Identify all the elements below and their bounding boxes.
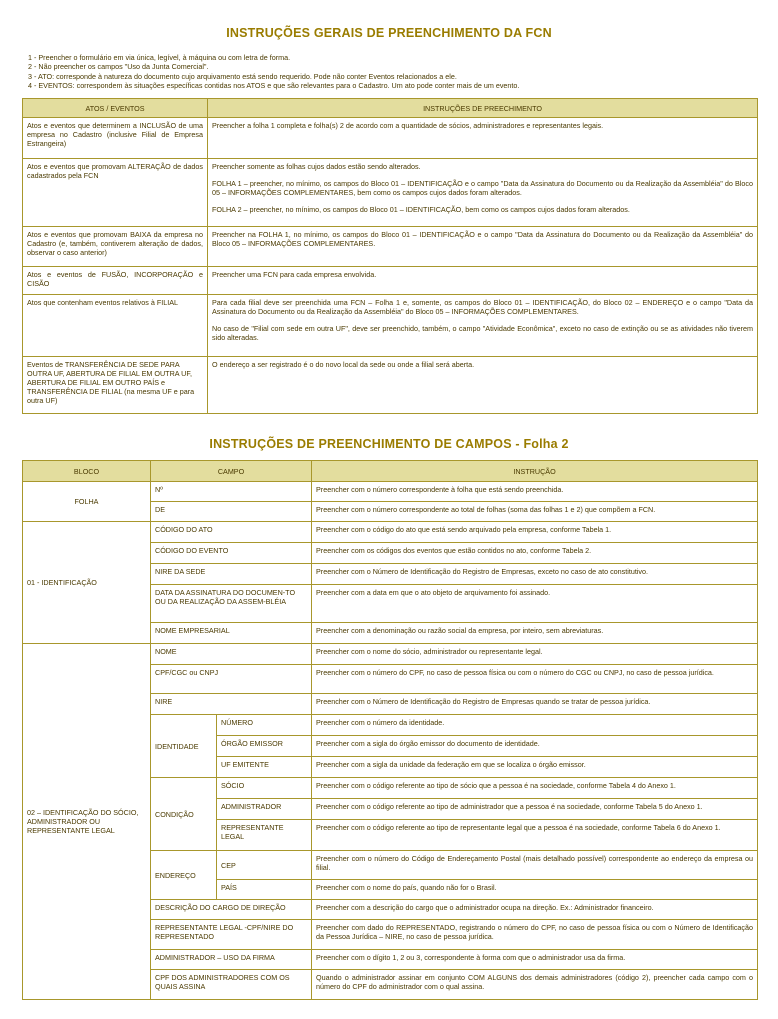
note-2: 2 - Não preencher os campos "Uso da Junta Comercial".	[28, 62, 209, 72]
instr-codigo-ato: Preencher com o código do ato que está sendo arquivado pela empresa, conforme Tabela 1.	[312, 522, 758, 543]
instr-folha-numero: Preencher com o número correspondente à folha que está sendo preenchida.	[312, 482, 758, 502]
group-identidade: IDENTIDADE	[151, 715, 217, 778]
title-fields-main: INSTRUÇÕES DE PREENCHIMENTO DE CAMPOS	[209, 437, 512, 451]
campo-nire-sede: NIRE DA SEDE	[151, 564, 312, 585]
instr-folha-de: Preencher com o número correspondente ao total de folhas (soma das folhas 1 e 2) que compõem a FCN.	[312, 502, 758, 522]
campo-representante-legal: REPRESENTANTE LEGAL	[217, 820, 312, 851]
header-instrucoes: INSTRUÇÕES DE PREECHIMENTO	[208, 99, 758, 118]
ato-baixa: Atos e eventos que promovam BAIXA da empresa no Cadastro (e, também, contiverem alteração de dados, observar o caso anterior)	[23, 227, 208, 267]
instr-identidade-numero: Preencher com o número da identidade.	[312, 715, 758, 736]
header-atos-eventos: ATOS / EVENTOS	[23, 99, 208, 118]
campo-socio: SÓCIO	[217, 778, 312, 799]
instr-fusao: Preencher uma FCN para cada empresa envolvida.	[208, 267, 758, 295]
instr-cep: Preencher com o número do Código de Endereçamento Postal (mais detalhado possível) correspondente ao endereço da empresa ou filial.	[312, 851, 758, 880]
field-instructions-table	[22, 460, 758, 1000]
instr-filial: Para cada filial deve ser preenchida uma FCN – Folha 1 e, somente, os campos do Bloco 01 – IDENTIFICAÇÃO, do Bloco 02 – ENDEREÇO e o campo "Data da Assinatura do Documento ou da Realização da Assembléia" do Bloco 05 – INFORMAÇÕES COMPLEMENTARES. No caso de "Filial com sede em outra UF", deve ser preenchido, também, o campo "Atividade Econômica", exceto no caso de extinção ou se as atividades não tiverem sido alteradas.	[208, 295, 758, 357]
instr-transferencia: O endereço a ser registrado é o do novo local da sede ou onde a filial será aberta.	[208, 357, 758, 414]
campo-folha-de: DE	[151, 502, 312, 522]
ato-fusao: Atos e eventos de FUSÃO, INCORPORAÇÃO e CISÃO	[23, 267, 208, 295]
campo-cep: CEP	[217, 851, 312, 880]
instr-alteracao: Preencher somente as folhas cujos dados estão sendo alterados. FOLHA 1 – preencher, no mínimo, os campos do Bloco 01 – IDENTIFICAÇÃO e o campo "Data da Assinatura do Documento ou da Realização da Assembléia" do Bloco 05 – INFORMAÇÕES COMPLEMENTARES, bem como os campos cujos dados foram alterados. FOLHA 2 – preencher, no mínimo, os campos do Bloco 01 – IDENTIFICAÇÃO, bem como os campos cujos dados foram alterados.	[208, 159, 758, 227]
campo-identidade-numero: NÚMERO	[217, 715, 312, 736]
group-endereco: ENDEREÇO	[151, 851, 217, 900]
group-condicao: CONDIÇÃO	[151, 778, 217, 851]
instr-pais: Preencher com o nome do país, quando não for o Brasil.	[312, 880, 758, 900]
instr-nire: Preencher com o Número de Identificação do Registro de Empresas quando se tratar de pessoa jurídica.	[312, 694, 758, 715]
campo-codigo-ato: CÓDIGO DO ATO	[151, 522, 312, 543]
campo-folha-numero: Nº	[151, 482, 312, 502]
ato-filial: Atos que contenham eventos relativos à FILIAL	[23, 295, 208, 357]
instr-inclusao: Preencher a folha 1 completa e folha(s) 2 de acordo com a quantidade de sócios, administradores e representantes legais.	[208, 118, 758, 159]
ato-alteracao: Atos e eventos que promovam ALTERAÇÃO de dados cadastrados pela FCN	[23, 159, 208, 227]
page-title-fields	[0, 437, 778, 451]
campo-data-assinatura: DATA DA ASSINATURA DO DOCUMEN-TO OU DA REALIZAÇÃO DA ASSEM-BLÉIA	[151, 585, 312, 623]
campo-cpf-cnpj: CPF/CGC ou CNPJ	[151, 665, 312, 694]
ato-inclusao: Atos e eventos que determinem a INCLUSÃO de uma empresa no Cadastro (inclusive Filial de Empresa Estrangeira)	[23, 118, 208, 159]
bloco-socio: 02 – IDENTIFICAÇÃO DO SÓCIO, ADMINISTRADOR OU REPRESENTANTE LEGAL	[23, 644, 151, 1000]
note-3: 3 - ATO: corresponde à natureza do documento cujo arquivamento está sendo requerido. Pode não conter Eventos relacionados a ele.	[28, 71, 457, 81]
instr-administrador: Preencher com o código referente ao tipo de administrador que a pessoa é na sociedade, conforme Tabela 5 do Anexo 1.	[312, 799, 758, 820]
page-title-general: INSTRUÇÕES GERAIS DE PREENCHIMENTO DA FCN	[226, 26, 552, 40]
bloco-folha: FOLHA	[23, 482, 151, 522]
instr-representante-legal: Preencher com o código referente ao tipo de representante legal que a pessoa é na sociedade, conforme Tabela 6 do Anexo 1.	[312, 820, 758, 851]
campo-nome: NOME	[151, 644, 312, 665]
campo-cpf-administradores: CPF DOS ADMINISTRADORES COM OS QUAIS ASSINA	[151, 970, 312, 1000]
header-bloco: BLOCO	[23, 461, 151, 482]
note-1: 1 - Preencher o formulário em via única, legível, à máquina ou com letra de forma.	[28, 53, 291, 62]
instr-uf-emitente: Preencher com a sigla da unidade da federação em que se localiza o órgão emissor.	[312, 757, 758, 778]
campo-nire: NIRE	[151, 694, 312, 715]
campo-administrador: ADMINISTRADOR	[217, 799, 312, 820]
campo-cargo-direcao: DESCRIÇÃO DO CARGO DE DIREÇÃO	[151, 900, 312, 920]
title-fields-sub: - Folha 2	[511, 437, 569, 451]
header-instrucao: INSTRUÇÃO	[312, 461, 758, 482]
instr-uso-firma: Preencher com o dígito 1, 2 ou 3, correspondente à forma com que o administrador usa da firma.	[312, 950, 758, 970]
instr-codigo-evento: Preencher com os códigos dos eventos que estão contidos no ato, conforme Tabela 2.	[312, 543, 758, 564]
note-4: 4 - EVENTOS: correspondem às situações específicas contidas nos ATOS e que são relevantes para o Cadastro. Um ato pode conter mais de um evento.	[28, 80, 520, 90]
campo-codigo-evento: CÓDIGO DO EVENTO	[151, 543, 312, 564]
instr-data-assinatura: Preencher com a data em que o ato objeto de arquivamento foi assinado.	[312, 585, 758, 623]
instr-nome-empresarial: Preencher com a denominação ou razão social da empresa, por inteiro, sem abreviaturas.	[312, 623, 758, 644]
campo-pais: PAÍS	[217, 880, 312, 900]
header-campo: CAMPO	[151, 461, 312, 482]
bloco-identificacao: 01 - IDENTIFICAÇÃO	[23, 522, 151, 644]
campo-uf-emitente: UF EMITENTE	[217, 757, 312, 778]
campo-nome-empresarial: NOME EMPRESARIAL	[151, 623, 312, 644]
general-instructions-table	[22, 98, 758, 414]
instr-baixa: Preencher na FOLHA 1, no mínimo, os campos do Bloco 01 – IDENTIFICAÇÃO e o campo "Data da Assinatura do Documento ou da Realização da Assembléia" do Bloco 05 – INFORMAÇÕES COMPLEMENTARES.	[208, 227, 758, 267]
instr-orgao-emissor: Preencher com a sigla do órgão emissor do documento de identidade.	[312, 736, 758, 757]
instr-cpf-administradores: Quando o administrador assinar em conjunto COM ALGUNS dos demais administradores (código 2), preencher cada campo com o número do CPF do administrador com o qual assina.	[312, 970, 758, 1000]
instr-cpf-cnpj: Preencher com o número do CPF, no caso de pessoa física ou com o número do CGC ou CNPJ, no caso de pessoa jurídica.	[312, 665, 758, 694]
campo-orgao-emissor: ÓRGÃO EMISSOR	[217, 736, 312, 757]
instr-nire-sede: Preencher com o Número de Identificação do Registro de Empresas, exceto no caso de ato constitutivo.	[312, 564, 758, 585]
campo-cpf-representado: REPRESENTANTE LEGAL -CPF/NIRE DO REPRESENTADO	[151, 920, 312, 950]
instr-cargo-direcao: Preencher com a descrição do cargo que o administrador ocupa na direção. Ex.: Administrador financeiro.	[312, 900, 758, 920]
instr-nome: Preencher com o nome do sócio, administrador ou representante legal.	[312, 644, 758, 665]
ato-transferencia: Eventos de TRANSFERÊNCIA DE SEDE PARA OUTRA UF, ABERTURA DE FILIAL EM OUTRA UF, ABERTURA DE FILIAL EM OUTRO PAÍS e TRANSFERÊNCIA DE FILIAL (na mesma UF e para outra UF)	[23, 357, 208, 414]
instr-cpf-representado: Preencher com dado do REPRESENTADO, registrando o número do CPF, no caso de pessoa física ou com o Número de Identificação da Pessoa Jurídica – NIRE, no caso de pessoa jurídica.	[312, 920, 758, 950]
general-notes	[28, 53, 758, 90]
campo-uso-firma: ADMINISTRADOR – USO DA FIRMA	[151, 950, 312, 970]
instr-socio: Preencher com o código referente ao tipo de sócio que a pessoa é na sociedade, conforme Tabela 4 do Anexo 1.	[312, 778, 758, 799]
